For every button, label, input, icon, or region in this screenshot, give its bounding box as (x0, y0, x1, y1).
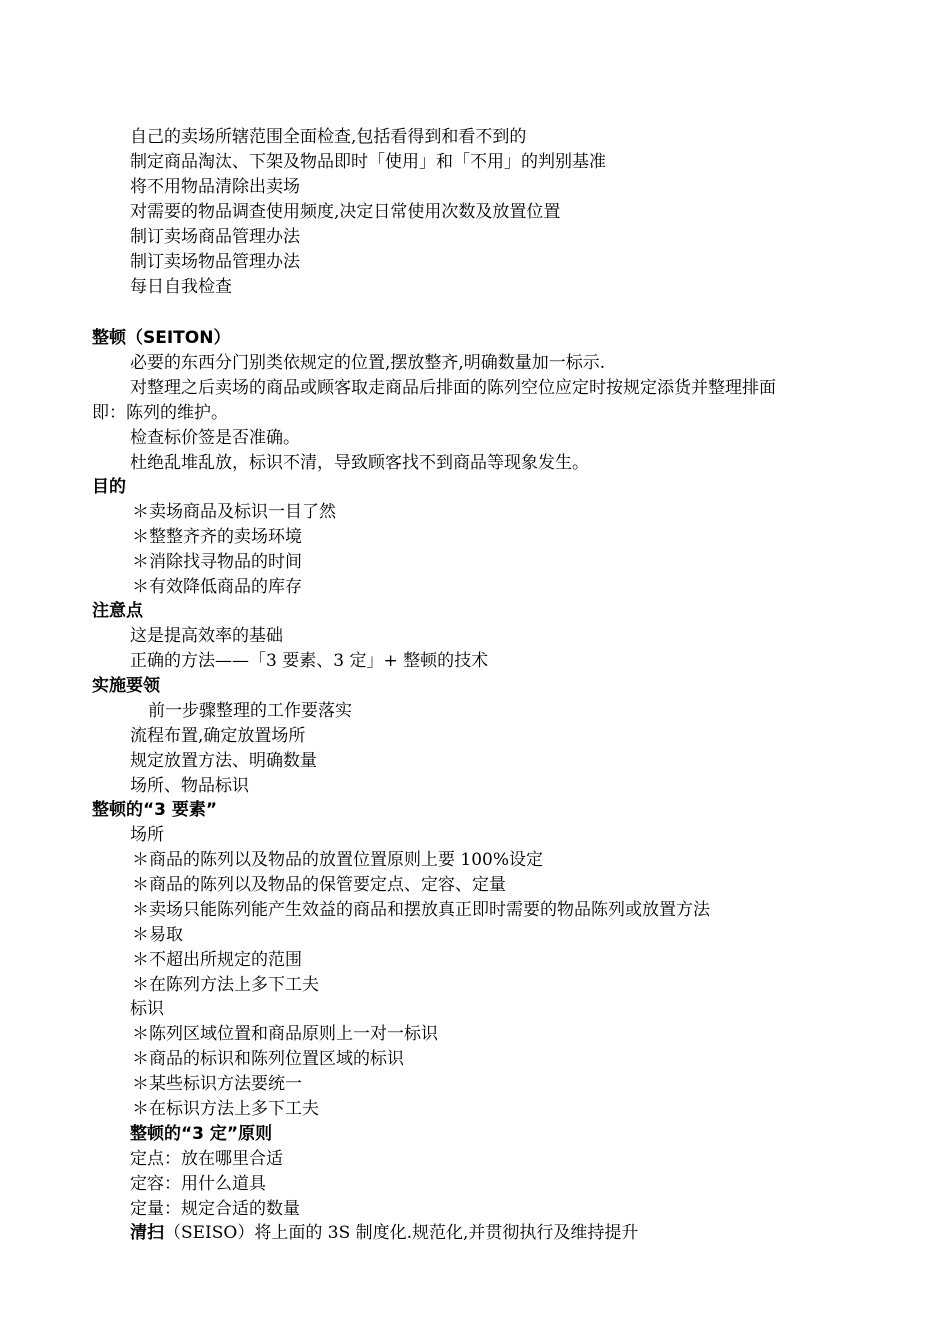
seiton-paragraph: 必要的东西分门别类依规定的位置,摆放整齐,明确数量加一标示. (130, 353, 606, 373)
seiton-paragraph: 检查标价签是否准确。 (130, 428, 300, 448)
three-elements-heading: 整顿的“3 要素” (92, 800, 218, 820)
seiton-paragraph-cont: 即：陈列的维护。 (92, 403, 228, 423)
mark-item: ＊在标识方法上多下工夫 (132, 1099, 319, 1119)
three-fixed-item: 定点：放在哪里合适 (130, 1149, 283, 1169)
place-item: ＊商品的陈列以及物品的放置位置原则上要 100%设定 (132, 850, 544, 870)
purpose-item: ＊有效降低商品的库存 (132, 577, 302, 597)
place-item: ＊不超出所规定的范围 (132, 950, 302, 970)
intro-item: 制订卖场商品管理办法 (130, 227, 300, 247)
place-item: ＊商品的陈列以及物品的保管要定点、定容、定量 (132, 875, 506, 895)
seiton-paragraph: 杜绝乱堆乱放，标识不清，导致顾客找不到商品等现象发生。 (130, 453, 589, 473)
intro-item: 制订卖场物品管理办法 (130, 252, 300, 272)
intro-item: 对需要的物品调查使用频度,决定日常使用次数及放置位置 (130, 202, 561, 222)
intro-item: 自己的卖场所辖范围全面检查,包括看得到和看不到的 (130, 127, 527, 147)
intro-item: 制定商品淘汰、下架及物品即时「使用」和「不用」的判别基准 (130, 152, 606, 172)
seiso-label: 清扫 (130, 1223, 164, 1243)
seiton-paragraph: 对整理之后卖场的商品或顾客取走商品后排面的陈列空位应定时按规定添货并整理排面 (130, 378, 776, 398)
implementation-item: 前一步骤整理的工作要落实 (148, 701, 352, 721)
three-fixed-item: 定量：规定合适的数量 (130, 1199, 300, 1219)
implementation-item: 流程布置,确定放置场所 (130, 726, 306, 746)
implementation-item: 规定放置方法、明确数量 (130, 751, 317, 771)
seiton-heading: 整顿（SEITON） (92, 328, 231, 348)
mark-item: ＊某些标识方法要统一 (132, 1074, 302, 1094)
purpose-item: ＊整整齐齐的卖场环境 (132, 527, 302, 547)
mark-item: ＊陈列区域位置和商品原则上一对一标识 (132, 1024, 438, 1044)
mark-item: ＊商品的标识和陈列位置区域的标识 (132, 1049, 404, 1069)
three-fixed-heading: 整顿的“3 定”原则 (130, 1124, 273, 1144)
mark-label: 标识 (130, 999, 164, 1019)
purpose-item: ＊卖场商品及标识一目了然 (132, 502, 336, 522)
implementation-heading: 实施要领 (92, 676, 160, 696)
implementation-item: 场所、物品标识 (130, 776, 249, 796)
seiso-line (130, 1221, 638, 1246)
place-label: 场所 (130, 825, 164, 845)
notes-item: 正确的方法——「3 要素、3 定」+ 整顿的技术 (130, 651, 489, 671)
notes-item: 这是提高效率的基础 (130, 626, 283, 646)
intro-item: 将不用物品清除出卖场 (130, 177, 300, 197)
seiso-text: （SEISO）将上面的 3S 制度化.规范化,并贯彻执行及维持提升 (164, 1223, 639, 1243)
purpose-heading: 目的 (92, 477, 126, 497)
place-item: ＊易取 (132, 925, 183, 945)
three-fixed-item: 定容：用什么道具 (130, 1174, 266, 1194)
intro-item: 每日自我检查 (130, 277, 232, 297)
place-item: ＊卖场只能陈列能产生效益的商品和摆放真正即时需要的物品陈列或放置方法 (132, 900, 710, 920)
purpose-item: ＊消除找寻物品的时间 (132, 552, 302, 572)
place-item: ＊在陈列方法上多下工夫 (132, 975, 319, 995)
notes-heading: 注意点 (92, 601, 143, 621)
